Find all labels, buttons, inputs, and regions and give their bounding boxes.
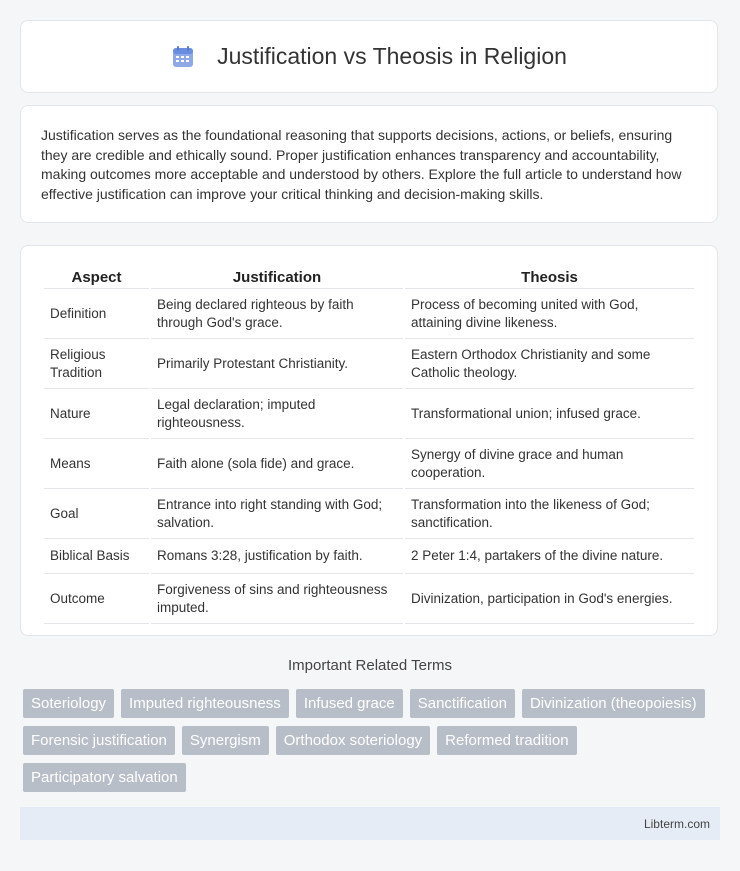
aspect-cell: Definition [44, 289, 149, 339]
related-term-tag[interactable]: Orthodox soteriology [276, 726, 430, 755]
related-term-tag[interactable]: Forensic justification [23, 726, 175, 755]
related-term-tag[interactable]: Synergism [182, 726, 269, 755]
related-terms-list [23, 689, 723, 792]
aspect-cell: Outcome [44, 574, 149, 624]
aspect-cell: Religious Tradition [44, 339, 149, 389]
related-term-tag[interactable]: Divinization (theopoiesis) [522, 689, 705, 718]
title-card [20, 20, 718, 93]
theosis-cell: Transformational union; infused grace. [405, 389, 694, 439]
justification-cell: Primarily Protestant Christianity. [151, 339, 403, 389]
theosis-cell: Divinization, participation in God's energies. [405, 574, 694, 624]
table-row [44, 339, 694, 389]
table-header-row [44, 266, 694, 289]
justification-cell: Forgiveness of sins and righteousness imputed. [151, 574, 403, 624]
footer [20, 807, 720, 840]
related-term-tag[interactable]: Reformed tradition [437, 726, 576, 755]
justification-cell: Legal declaration; imputed righteousness. [151, 389, 403, 439]
intro-text: Justification serves as the foundational reasoning that supports decisions, actions, or beliefs, ensuring they are credible and ethically sound. Proper justification enhances transparency and accountability, making outcomes more acceptable and understood by others. Explore the full article to understand how effective justification can improve your critical thinking and decision-making skills. [41, 127, 682, 202]
table-row [44, 389, 694, 439]
column-header: Aspect [44, 266, 149, 289]
aspect-cell: Biblical Basis [44, 539, 149, 574]
theosis-cell: 2 Peter 1:4, partakers of the divine nature. [405, 539, 694, 574]
aspect-cell: Means [44, 439, 149, 489]
aspect-cell: Nature [44, 389, 149, 439]
justification-cell: Being declared righteous by faith through God's grace. [151, 289, 403, 339]
comparison-card [20, 245, 718, 636]
theosis-cell: Eastern Orthodox Christianity and some Catholic theology. [405, 339, 694, 389]
related-term-tag[interactable]: Imputed righteousness [121, 689, 289, 718]
table-row [44, 289, 694, 339]
justification-cell: Entrance into right standing with God; salvation. [151, 489, 403, 539]
page-title: Justification vs Theosis in Religion [217, 43, 567, 69]
justification-cell: Faith alone (sola fide) and grace. [151, 439, 403, 489]
related-term-tag[interactable]: Sanctification [410, 689, 515, 718]
related-term-tag[interactable]: Participatory salvation [23, 763, 186, 792]
footer-link[interactable]: Libterm.com [643, 816, 710, 831]
related-term-tag[interactable]: Soteriology [23, 689, 114, 718]
theosis-cell: Transformation into the likeness of God; sanctification. [405, 489, 694, 539]
justification-cell: Romans 3:28, justification by faith. [151, 539, 403, 574]
theosis-cell: Synergy of divine grace and human cooperation. [405, 439, 694, 489]
intro-card [20, 105, 718, 223]
column-header: Theosis [405, 266, 694, 289]
column-header: Justification [151, 266, 403, 289]
comparison-table [42, 266, 696, 624]
theosis-cell: Process of becoming united with God, attaining divine likeness. [405, 289, 694, 339]
aspect-cell: Goal [44, 489, 149, 539]
related-terms-title: Important Related Terms [288, 657, 452, 674]
calendar-icon [171, 45, 195, 69]
related-term-tag[interactable]: Infused grace [296, 689, 403, 718]
table-row [44, 439, 694, 489]
table-row [44, 489, 694, 539]
table-row [44, 539, 694, 574]
table-row [44, 574, 694, 624]
